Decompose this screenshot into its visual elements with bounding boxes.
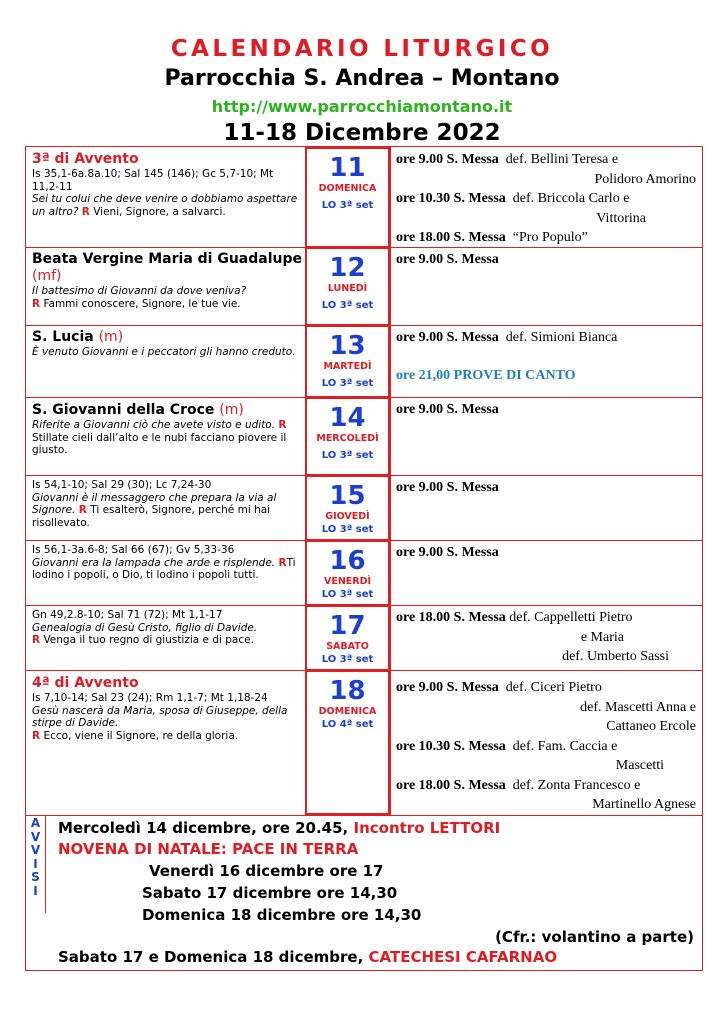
day-number: 15 bbox=[329, 481, 366, 511]
day-number: 17 bbox=[329, 611, 366, 641]
mass-time: ore 9.00 S. Messa bbox=[396, 545, 499, 560]
day-name: LUNEDÌ bbox=[327, 283, 368, 294]
notices-letter: S bbox=[31, 870, 40, 884]
day-17-masses bbox=[396, 608, 696, 667]
mass-note: def. Fam. Caccia e bbox=[512, 738, 618, 754]
feast-name: Beata Vergine Maria di Guadalupe bbox=[32, 251, 303, 267]
notices-vertical-label bbox=[26, 815, 46, 913]
lettori-when: Mercoledì 14 dicembre, ore 20.45, bbox=[58, 819, 349, 837]
mass-note-cont: Cattaneo Ercole bbox=[606, 719, 696, 734]
day-name: GIOVEDÌ bbox=[325, 511, 370, 522]
feast-type: (m) bbox=[219, 402, 244, 418]
notices-letter: I bbox=[33, 856, 38, 871]
page-title: CALENDARIO LITURGICO bbox=[170, 36, 554, 62]
day-name: MERCOLEDÌ bbox=[316, 433, 379, 444]
day-15-liturgy bbox=[32, 479, 302, 529]
gospel-text: È venuto Giovanni e i peccatori gli hanno creduto. bbox=[32, 346, 296, 358]
mass-note: def. Cappelletti Pietro bbox=[509, 610, 633, 625]
day-12-masses bbox=[396, 250, 696, 270]
response-mark: R bbox=[278, 419, 287, 431]
day-12-box bbox=[305, 247, 390, 326]
mass-time: ore 9.00 S. Messa bbox=[396, 252, 499, 267]
readings: Is 35,1-6a.8a.10; Sal 145 (146); Gc 5,7-10; Mt 11,2-11 bbox=[32, 168, 274, 193]
mass-time: ore 9.00 S. Messa bbox=[396, 152, 499, 167]
liturgy-hours: LO 4ª set bbox=[321, 719, 374, 730]
liturgy-hours: LO 3ª set bbox=[321, 200, 374, 211]
response-mark: R bbox=[78, 504, 87, 516]
mass-note-cont: def. Mascetti Anna e bbox=[580, 699, 696, 715]
day-18-box bbox=[305, 670, 390, 815]
lettori-what: Incontro LETTORI bbox=[353, 819, 501, 837]
day-11-masses bbox=[396, 150, 696, 248]
gospel-text: Genealogia di Gesù Cristo, figlio di Davide. bbox=[32, 621, 258, 634]
parish-name: Parrocchia S. Andrea – Montano bbox=[164, 66, 560, 91]
day-15-masses bbox=[396, 478, 696, 498]
feast-name: S. Lucia bbox=[32, 329, 94, 345]
liturgy-hours: LO 3ª set bbox=[321, 524, 374, 535]
day-name: MARTEDÌ bbox=[323, 361, 372, 372]
week-range: 11-18 Dicembre 2022 bbox=[223, 120, 501, 146]
day-13-box bbox=[305, 325, 390, 398]
day-16-masses bbox=[396, 543, 696, 563]
day-18-masses bbox=[396, 678, 696, 815]
day-number: 12 bbox=[329, 253, 366, 283]
mass-note-cont: Martinello Agnese bbox=[592, 797, 696, 812]
day-16-box bbox=[305, 540, 390, 606]
notices-section bbox=[25, 815, 703, 971]
day-name: VENERDÌ bbox=[323, 576, 372, 587]
response-text: Vieni, Signore, a salvarci. bbox=[93, 205, 226, 218]
feast-title: 4ª di Avvento bbox=[32, 675, 139, 691]
parish-url[interactable]: http://www.parrocchiamontano.it bbox=[211, 97, 513, 116]
readings: Is 7,10-14; Sal 23 (24); Rm 1,1-7; Mt 1,18-24 bbox=[32, 692, 268, 704]
day-15-box bbox=[305, 475, 390, 541]
day-17-liturgy bbox=[32, 609, 302, 647]
mass-time: ore 18.00 S. Messa bbox=[396, 777, 506, 793]
day-13-liturgy bbox=[32, 329, 302, 359]
catechesi-what: CATECHESI CAFARNAO bbox=[368, 948, 558, 966]
response-text: Stillate cieli dall’alto e le nubi facciano piovere il giusto. bbox=[32, 431, 287, 456]
mass-note: def. Bellini Teresa e bbox=[505, 152, 619, 167]
choir-rehearsal: ore 21,00 PROVE DI CANTO bbox=[396, 367, 576, 383]
day-number: 16 bbox=[329, 546, 366, 576]
notices-letter: A bbox=[30, 816, 41, 830]
day-name: SABATO bbox=[326, 641, 369, 652]
mass-note: def. Briccola Carlo e bbox=[512, 191, 630, 206]
notices-letter: V bbox=[30, 829, 41, 844]
mass-note: def. Simioni Bianca bbox=[505, 330, 618, 345]
mass-time: ore 10.30 S. Messa bbox=[396, 738, 506, 754]
mass-time: ore 9.00 S. Messa bbox=[396, 402, 499, 417]
catechesi-when: Sabato 17 e Domenica 18 dicembre, bbox=[58, 948, 364, 966]
mass-time: ore 9.00 S. Messa bbox=[396, 330, 499, 345]
calendar-table bbox=[25, 146, 703, 816]
liturgy-hours: LO 3ª set bbox=[321, 378, 374, 389]
mass-note-cont: Mascetti bbox=[615, 758, 664, 773]
response-text: Ti esalterò, Signore, perché mi hai risollevato. bbox=[32, 504, 271, 529]
response-mark: R bbox=[32, 634, 41, 646]
liturgy-hours: LO 3ª set bbox=[321, 450, 374, 461]
day-number: 13 bbox=[329, 331, 366, 361]
response-mark: R bbox=[278, 556, 287, 569]
liturgy-hours: LO 3ª set bbox=[321, 589, 374, 600]
day-name: DOMENICA bbox=[318, 183, 377, 194]
mass-time: ore 18.00 S. Messa bbox=[396, 610, 506, 625]
novena-date: Venerdì 16 dicembre ore 17 bbox=[149, 862, 384, 880]
readings: Gn 49,2.8-10; Sal 71 (72); Mt 1,1-17 bbox=[32, 609, 223, 621]
novena-date: Sabato 17 dicembre ore 14,30 bbox=[142, 884, 398, 902]
gospel-text: Riferite a Giovanni ciò che avete visto e udito. bbox=[32, 419, 276, 431]
day-14-box bbox=[305, 397, 390, 476]
mass-note: “Pro Populo” bbox=[512, 230, 588, 245]
mass-note-cont: Polidoro Amorino bbox=[594, 171, 696, 187]
lettori-notice bbox=[58, 819, 500, 837]
response-mark: R bbox=[32, 729, 41, 742]
mass-note-cont: e Maria bbox=[580, 629, 624, 645]
day-14-masses bbox=[396, 400, 696, 420]
gospel-text: Giovanni è il messaggero che prepara la via al Signore. bbox=[32, 491, 277, 516]
notices-letter: V bbox=[30, 843, 41, 857]
response-mark: R bbox=[81, 205, 90, 218]
day-17-box bbox=[305, 605, 390, 671]
mass-note-cont: def. Umberto Sassi bbox=[562, 649, 669, 664]
readings: Is 54,1-10; Sal 29 (30); Lc 7,24-30 bbox=[32, 479, 212, 491]
liturgy-hours: LO 3ª set bbox=[321, 654, 374, 665]
feast-name: S. Giovanni della Croce bbox=[32, 402, 215, 418]
mass-time: ore 9.00 S. Messa bbox=[396, 480, 499, 495]
day-number: 18 bbox=[329, 676, 366, 706]
day-name: DOMENICA bbox=[318, 706, 377, 717]
feast-title: 3ª di Avvento bbox=[32, 151, 139, 167]
response-text: Venga il tuo regno di giustizia e di pace. bbox=[43, 634, 254, 646]
day-18-liturgy bbox=[32, 675, 302, 742]
response-text: Ti lodino i popoli, o Dio, ti lodino i popoli tutti. bbox=[32, 556, 296, 581]
gospel-text: Giovanni era la lampada che arde e risplende. bbox=[32, 556, 276, 569]
novena-date: Domenica 18 dicembre ore 14,30 bbox=[142, 906, 422, 924]
response-text: Ecco, viene il Signore, re della gloria. bbox=[43, 729, 239, 742]
day-11-box bbox=[305, 147, 390, 248]
gospel-text: Sei tu colui che deve venire o dobbiamo aspettare un altro? bbox=[32, 193, 298, 218]
day-12-liturgy bbox=[32, 251, 302, 310]
gospel-text: Il battesimo di Giovanni da dove veniva? bbox=[32, 285, 247, 297]
day-14-liturgy bbox=[32, 402, 302, 457]
mass-note-cont: Vittorina bbox=[596, 210, 646, 226]
response-text: Fammi conoscere, Signore, le tue vie. bbox=[43, 297, 241, 310]
feast-type: (m) bbox=[98, 329, 124, 345]
readings: Is 56,1-3a.6-8; Sal 66 (67); Gv 5,33-36 bbox=[32, 544, 235, 556]
notices-letter: I bbox=[33, 883, 38, 898]
mass-note: def. Ciceri Pietro bbox=[505, 680, 602, 695]
mass-time: ore 9.00 S. Messa bbox=[396, 680, 499, 695]
feast-type: (mf) bbox=[32, 268, 62, 284]
mass-time: ore 18.00 S. Messa bbox=[396, 230, 506, 245]
day-13-masses bbox=[396, 328, 696, 385]
mass-note: def. Zonta Francesco e bbox=[512, 777, 641, 793]
day-16-liturgy bbox=[32, 544, 302, 582]
liturgy-hours: LO 3ª set bbox=[321, 300, 374, 311]
day-number: 14 bbox=[329, 403, 366, 433]
flyer-reference: (Cfr.: volantino a parte) bbox=[495, 928, 694, 946]
day-number: 11 bbox=[329, 153, 366, 183]
gospel-text: Gesù nascerà da Maria, sposa di Giuseppe, della stirpe di Davide. bbox=[32, 704, 288, 729]
response-mark: R bbox=[32, 297, 41, 310]
day-11-liturgy bbox=[32, 151, 302, 218]
novena-title: NOVENA DI NATALE: PACE IN TERRA bbox=[58, 840, 359, 858]
mass-time: ore 10.30 S. Messa bbox=[396, 191, 506, 206]
catechesi-notice bbox=[58, 948, 557, 966]
